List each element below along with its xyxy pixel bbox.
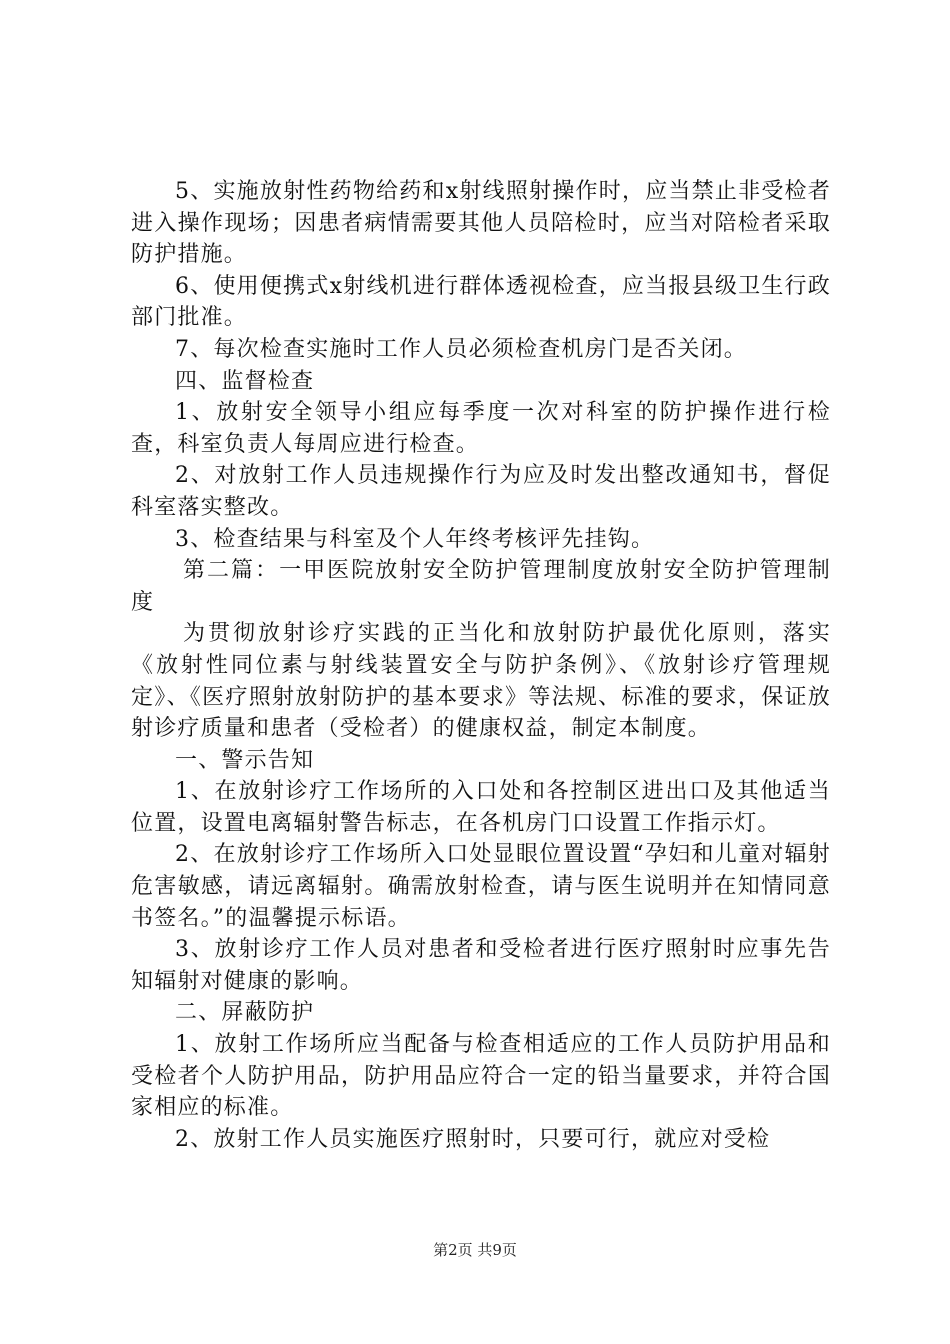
paragraph-warning-2: 2、在放射诊疗工作场所入口处显眼位置设置“孕妇和儿童对辐射危害敏感，请远离辐射。确需放射检查，请与医生说明并在知情同意书签名。”的温馨提示标语。	[131, 842, 831, 931]
paragraph-shielding-2: 2、放射工作人员实施医疗照射时，只要可行，就应对受检	[175, 1126, 771, 1152]
paragraph-supervision-1: 1、放射安全领导小组应每季度一次对科室的防护操作进行检查，科室负责人每周应进行检查。	[131, 400, 831, 457]
paragraph-shielding-1: 1、放射工作场所应当配备与检查相适应的工作人员防护用品和受检者个人防护用品，防护用品应符合一定的铅当量要求，并符合国家相应的标准。	[131, 1032, 831, 1121]
paragraph-item-6: 6、使用便携式x射线机进行群体透视检查，应当报县级卫生行政部门批准。	[131, 273, 831, 331]
document-body	[131, 176, 831, 1155]
section-heading-shielding: 二、屏蔽防护	[175, 1000, 315, 1026]
paragraph-supervision-3: 3、检查结果与科室及个人年终考核评先挂钩。	[175, 526, 655, 552]
paragraph-item-7: 7、每次检查实施时工作人员必须检查机房门是否关闭。	[175, 336, 747, 362]
chapter-title: 第二篇：一甲医院放射安全防护管理制度放射安全防护管理制度	[131, 558, 831, 615]
paragraph-warning-3: 3、放射诊疗工作人员对患者和受检者进行医疗照射时应事先告知辐射对健康的影响。	[131, 937, 831, 994]
paragraph-item-5: 5、实施放射性药物给药和x射线照射操作时，应当禁止非受检者进入操作现场；因患者病情需要其他人员陪检时，应当对陪检者采取防护措施。	[131, 179, 831, 268]
intro-paragraph: 为贯彻放射诊疗实践的正当化和放射防护最优化原则，落实《放射性同位素与射线装置安全与防护条例》、《放射诊疗管理规定》、《医疗照射放射防护的基本要求》等法规、标准的要求，保证放射诊疗质量和患者（受检者）的健康权益，制定本制度。	[131, 621, 831, 742]
paragraph-supervision-2: 2、对放射工作人员违规操作行为应及时发出整改通知书，督促科室落实整改。	[131, 463, 831, 520]
paragraph-warning-1: 1、在放射诊疗工作场所的入口处和各控制区进出口及其他适当位置，设置电离辐射警告标志，在各机房门口设置工作指示灯。	[131, 779, 831, 836]
page-number-footer: 第2页 共9页	[433, 1241, 517, 1259]
section-heading-supervision: 四、监督检查	[175, 368, 315, 394]
section-heading-warning: 一、警示告知	[175, 747, 315, 773]
